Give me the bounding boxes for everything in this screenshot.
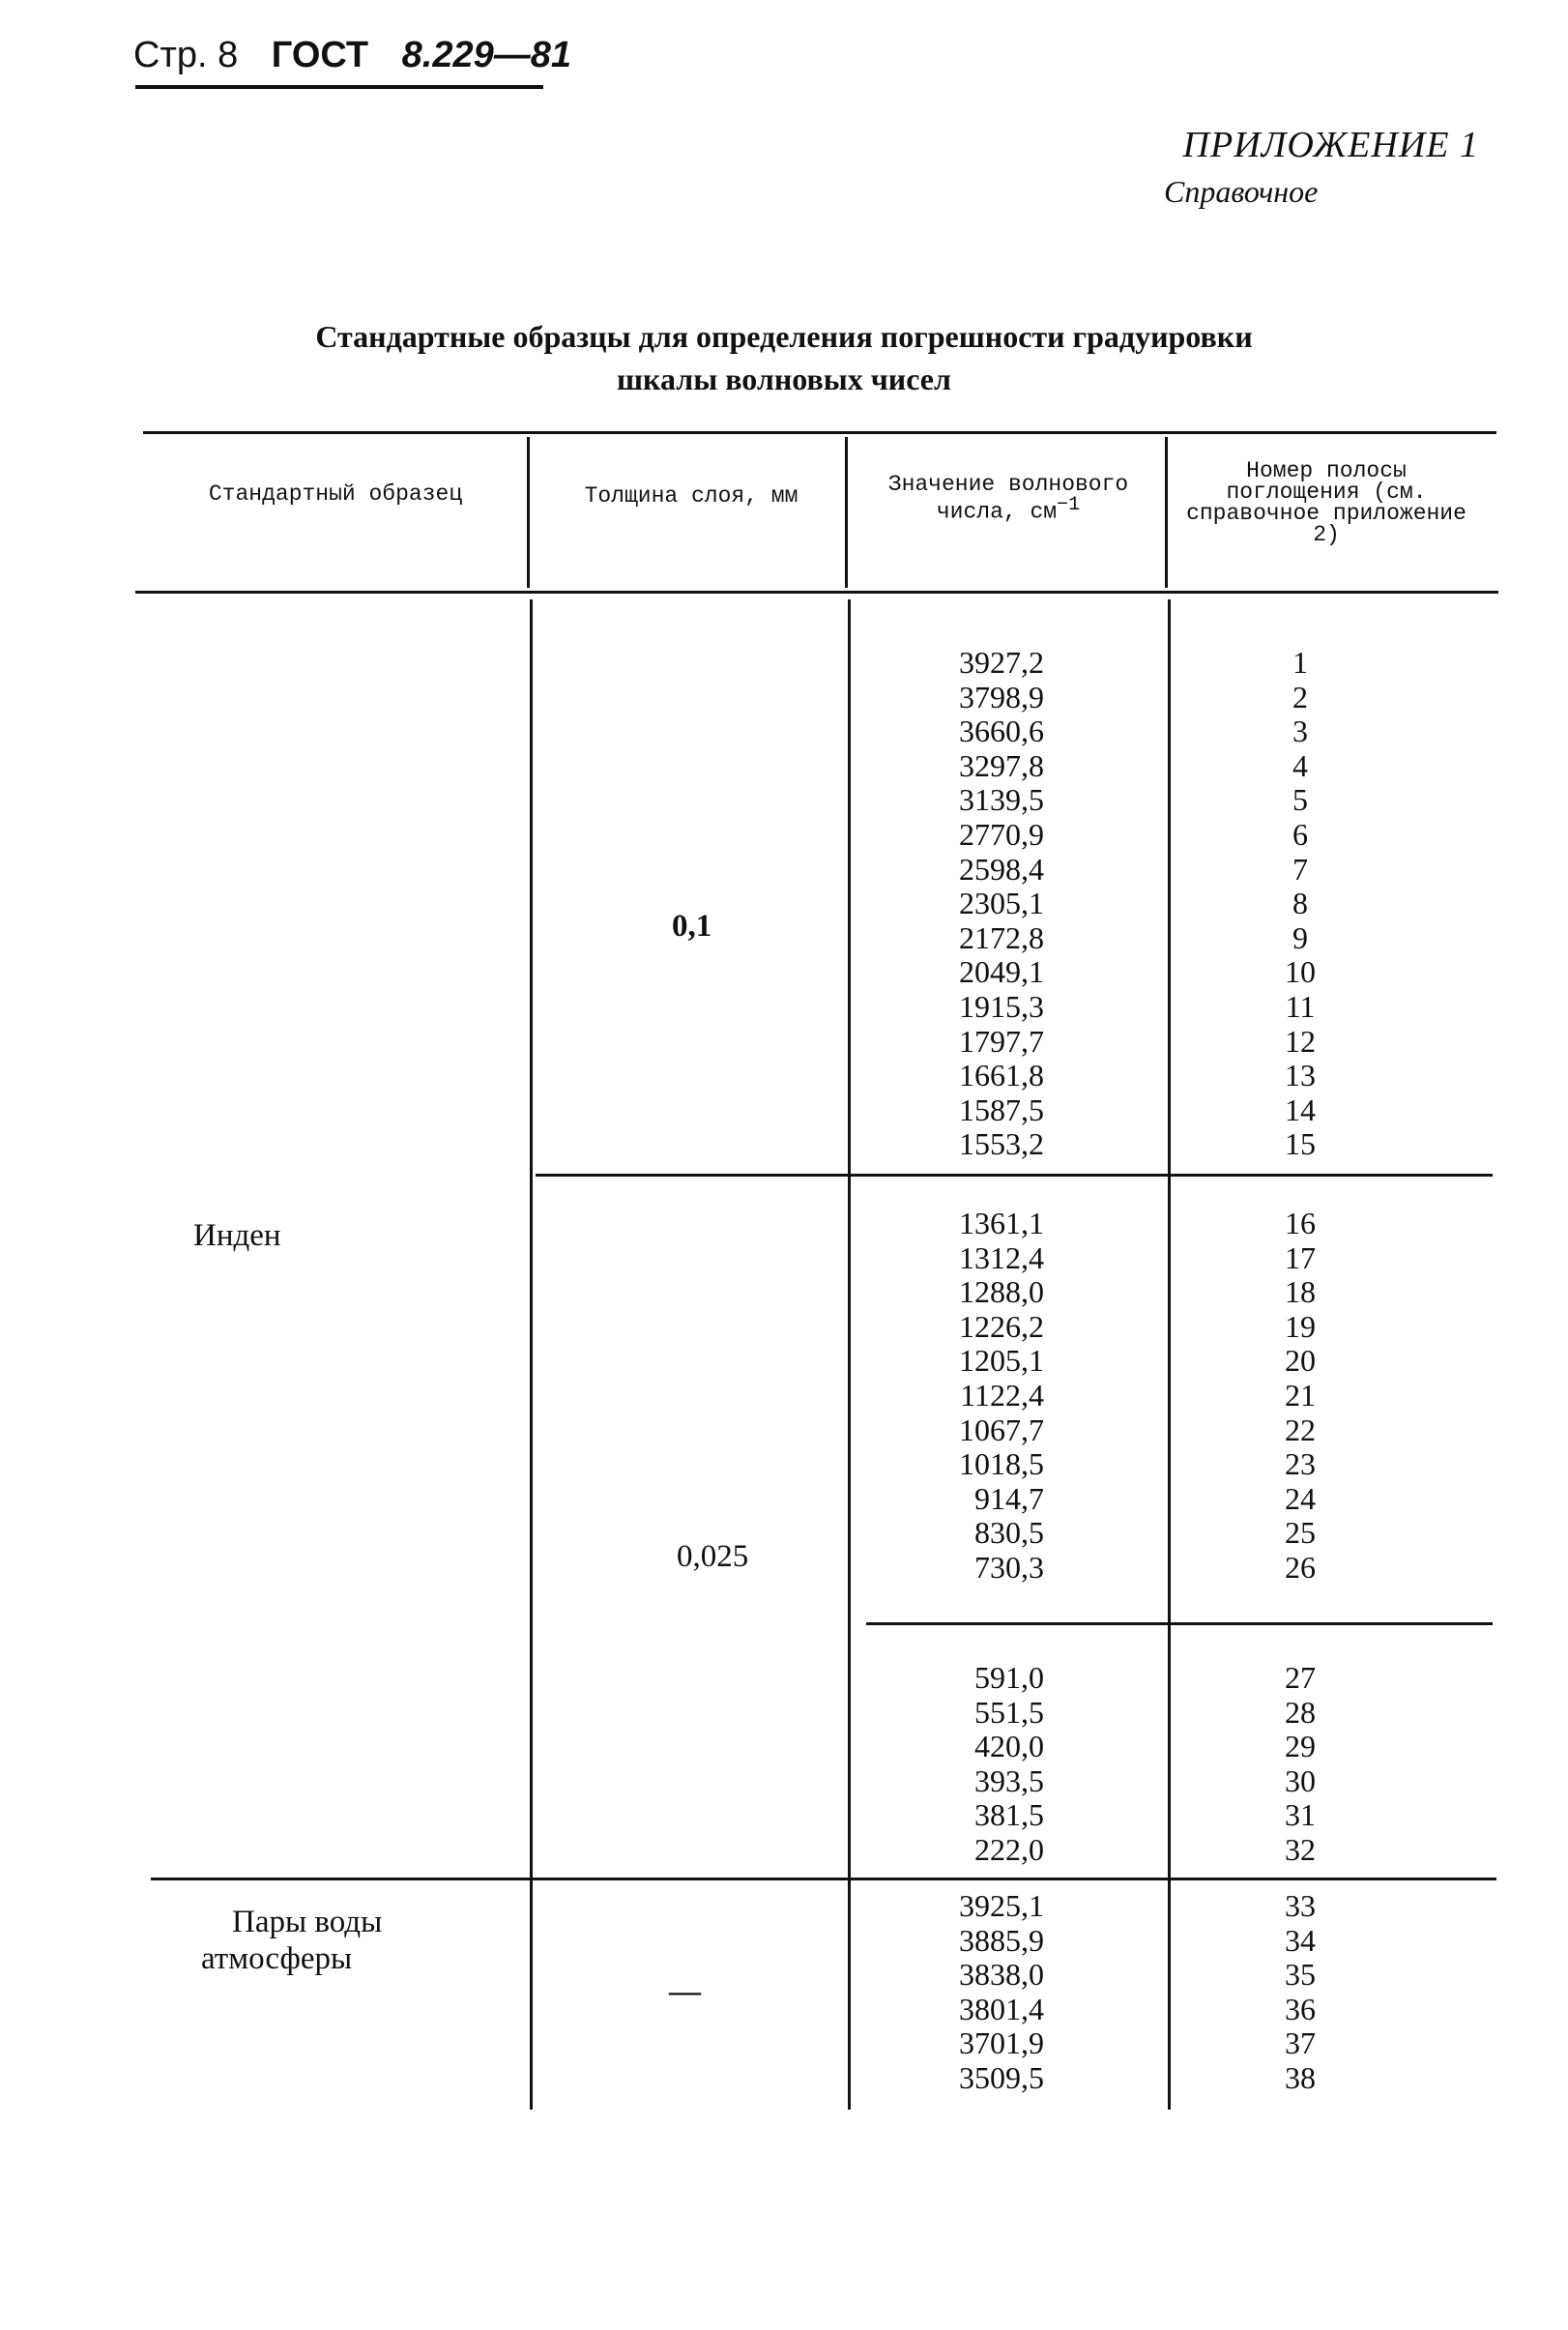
group-rule-1 — [536, 1174, 1493, 1177]
band-number: 15 — [1285, 1126, 1316, 1162]
band-number: 13 — [1285, 1058, 1316, 1093]
wavenumber-value: 3798,9 — [959, 679, 1044, 714]
band-list-2 — [1247, 1207, 1353, 1586]
band-number: 14 — [1285, 1092, 1316, 1127]
wavenumber-value: 1226,2 — [959, 1308, 1044, 1344]
col-header-wavenumber-sup: −1 — [1057, 494, 1081, 516]
wavenumber-value: 3925,1 — [959, 1888, 1044, 1923]
header-divider-2 — [845, 437, 848, 588]
band-list-3 — [1247, 1661, 1353, 1868]
wavenumber-value: 393,5 — [974, 1762, 1044, 1798]
wavenumber-value: 1205,1 — [959, 1343, 1044, 1379]
wavenumber-value: 551,5 — [974, 1694, 1044, 1730]
band-number: 1 — [1292, 645, 1308, 680]
band-number: 12 — [1285, 1023, 1316, 1059]
band-number: 30 — [1285, 1762, 1316, 1798]
band-number: 35 — [1285, 1957, 1316, 1993]
band-number: 32 — [1285, 1831, 1316, 1867]
wavenumber-value: 2598,4 — [959, 851, 1044, 887]
band-list-1 — [1247, 646, 1353, 1162]
band-number: 33 — [1285, 1888, 1316, 1923]
table-title-line2: шкалы волновых чисел — [617, 362, 951, 396]
wavenumber-value: 2172,8 — [959, 919, 1044, 955]
band-number: 38 — [1285, 2059, 1316, 2095]
wavenumber-list-4 — [899, 1889, 1044, 2096]
wavenumber-value: 1661,8 — [959, 1058, 1044, 1093]
standard-label: ГОСТ — [271, 35, 369, 75]
wavenumber-list-2 — [899, 1207, 1044, 1586]
col-header-thickness: Толщина слоя, мм — [584, 483, 799, 509]
wavenumber-value: 420,0 — [974, 1729, 1044, 1764]
wavenumber-value: 222,0 — [974, 1831, 1044, 1867]
band-number: 5 — [1292, 782, 1308, 818]
band-number: 17 — [1285, 1239, 1316, 1275]
wavenumber-value: 3838,0 — [959, 1957, 1044, 1993]
band-number: 24 — [1285, 1480, 1316, 1516]
thickness-dash: — — [669, 1974, 701, 2009]
band-number: 28 — [1285, 1694, 1316, 1730]
col-header-sample: Стандартный образец — [208, 481, 463, 507]
group-rule-2 — [866, 1622, 1493, 1625]
header-underline — [135, 85, 543, 89]
appendix-title: ПРИЛОЖЕНИЕ 1 — [1182, 125, 1479, 165]
band-number: 8 — [1292, 886, 1308, 921]
band-number: 20 — [1285, 1343, 1316, 1379]
sample-rule — [151, 1878, 1496, 1880]
col-header-wavenumber-text: Значение волнового числа, см — [887, 472, 1129, 525]
wavenumber-value: 3297,8 — [959, 747, 1044, 783]
table-header-rule — [135, 591, 1498, 594]
band-number: 29 — [1285, 1729, 1316, 1764]
wavenumber-value: 1067,7 — [959, 1412, 1044, 1447]
band-number: 25 — [1285, 1515, 1316, 1551]
wavenumber-list-1 — [899, 646, 1044, 1162]
wavenumber-value: 2770,9 — [959, 816, 1044, 852]
band-number: 7 — [1292, 851, 1308, 887]
wavenumber-value: 1288,0 — [959, 1274, 1044, 1310]
wavenumber-value: 2305,1 — [959, 886, 1044, 921]
wavenumber-value: 3701,9 — [959, 2025, 1044, 2061]
band-number: 37 — [1285, 2025, 1316, 2061]
sample-name-water-1: Пары воды — [232, 1905, 383, 1939]
band-number: 3 — [1292, 714, 1308, 749]
col-header-band: Номер полосы поглощения (см. справочное приложение 2) — [1186, 458, 1466, 547]
band-number: 2 — [1292, 679, 1308, 714]
wavenumber-value: 1915,3 — [959, 988, 1044, 1024]
wavenumber-value: 1018,5 — [959, 1446, 1044, 1482]
band-number: 22 — [1285, 1412, 1316, 1447]
col-header-wavenumber — [858, 474, 1158, 523]
band-number: 11 — [1285, 988, 1316, 1024]
wavenumber-value: 3885,9 — [959, 1922, 1044, 1958]
band-number: 27 — [1285, 1660, 1316, 1695]
header-divider-3 — [1165, 437, 1168, 588]
wavenumber-value: 1797,7 — [959, 1023, 1044, 1059]
band-number: 26 — [1285, 1549, 1316, 1585]
wavenumber-value: 1553,2 — [959, 1126, 1044, 1162]
table-title-line1: Стандартные образцы для определения погрешности градуировки — [315, 319, 1253, 354]
band-list-4 — [1247, 1889, 1353, 2096]
wavenumber-value: 830,5 — [974, 1515, 1044, 1551]
band-number: 16 — [1285, 1206, 1316, 1240]
wavenumber-value: 1312,4 — [959, 1239, 1044, 1275]
standard-number: 8.229—81 — [401, 35, 572, 75]
body-divider-1 — [530, 599, 533, 2110]
wavenumber-value: 1122,4 — [960, 1377, 1044, 1413]
thickness-0-025: 0,025 — [677, 1539, 749, 1574]
band-number: 6 — [1292, 816, 1308, 852]
band-number: 10 — [1285, 954, 1316, 990]
wavenumber-value: 730,3 — [974, 1549, 1044, 1585]
wavenumber-value: 591,0 — [974, 1660, 1044, 1695]
wavenumber-value: 3927,2 — [959, 645, 1044, 680]
wavenumber-value: 3660,6 — [959, 714, 1044, 749]
wavenumber-value: 1361,1 — [959, 1206, 1044, 1240]
table-top-rule — [143, 431, 1496, 434]
band-number: 36 — [1285, 1991, 1316, 2026]
body-divider-3 — [1168, 599, 1171, 2110]
band-number: 4 — [1292, 747, 1308, 783]
wavenumber-value: 914,7 — [974, 1480, 1044, 1516]
appendix-subtitle: Справочное — [1164, 174, 1319, 209]
band-number: 34 — [1285, 1922, 1316, 1958]
page-header — [133, 35, 571, 76]
thickness-0-1: 0,1 — [672, 909, 712, 944]
band-number: 23 — [1285, 1446, 1316, 1482]
wavenumber-value: 3139,5 — [959, 782, 1044, 818]
wavenumber-list-3 — [899, 1661, 1044, 1868]
band-number: 19 — [1285, 1308, 1316, 1344]
band-number: 9 — [1292, 919, 1308, 955]
page-number: Стр. 8 — [133, 35, 239, 75]
header-divider-1 — [527, 437, 530, 588]
sample-name-water-2: атмосферы — [201, 1941, 353, 1976]
body-divider-2 — [848, 599, 851, 2110]
sample-name-indene: Инден — [193, 1218, 281, 1253]
wavenumber-value: 2049,1 — [959, 954, 1044, 990]
band-number: 21 — [1285, 1377, 1316, 1413]
wavenumber-value: 381,5 — [974, 1797, 1044, 1833]
wavenumber-value: 3801,4 — [959, 1991, 1044, 2026]
band-number: 18 — [1285, 1274, 1316, 1310]
wavenumber-value: 1587,5 — [959, 1092, 1044, 1127]
band-number: 31 — [1285, 1797, 1316, 1833]
wavenumber-value: 3509,5 — [959, 2059, 1044, 2095]
